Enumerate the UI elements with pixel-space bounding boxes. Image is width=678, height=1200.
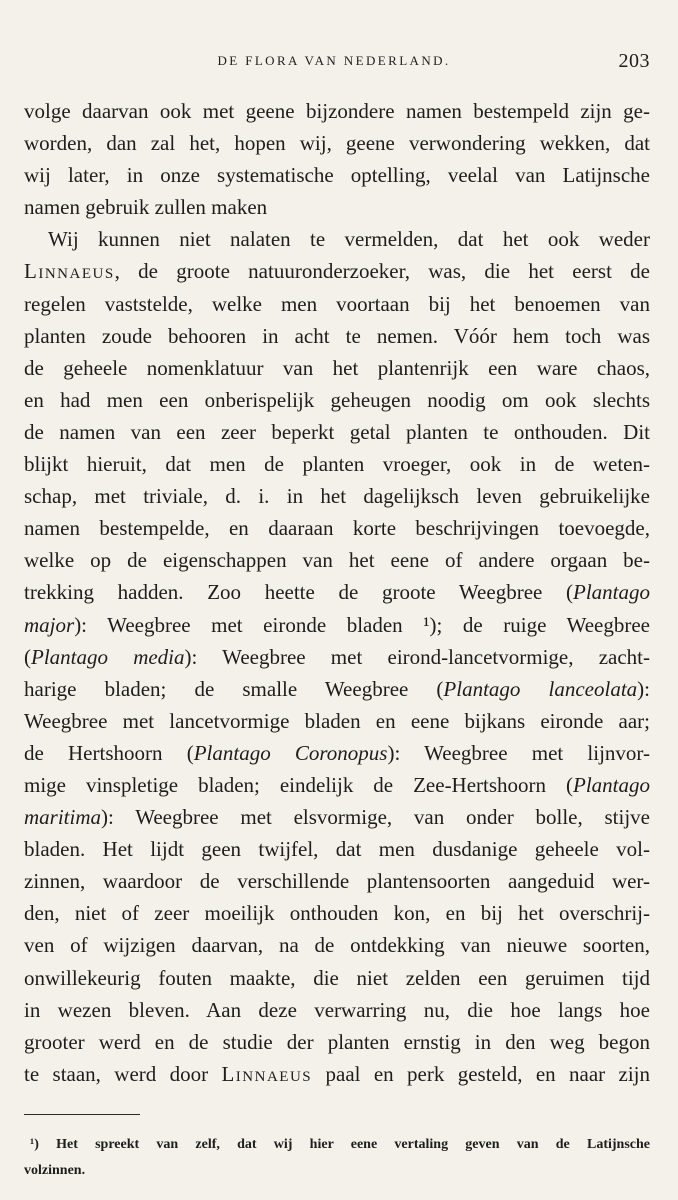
- text-run: Wij kunnen niet nalaten te vermelden, dat het ook weder: [48, 227, 650, 252]
- text-line: [24, 673, 650, 705]
- running-head: [18, 50, 650, 76]
- species-name: Plantago: [573, 772, 650, 797]
- text-line: [24, 544, 650, 576]
- text-run: paal en perk gesteld, en naar zijn: [312, 1061, 650, 1086]
- text-line: [24, 801, 650, 833]
- text-line: [24, 223, 650, 255]
- text-run: zinnen, waardoor de verschillende plantensoorten aangeduid wer-: [24, 869, 650, 894]
- text-run: volge daarvan ook met geene bijzondere namen bestempeld zijn ge-: [24, 99, 650, 123]
- text-line: [24, 288, 650, 320]
- text-run: (: [24, 644, 31, 669]
- text-line: [24, 480, 650, 512]
- text-line: [24, 255, 650, 287]
- text-run: ): Weegbree met eironde bladen ¹); de ruige Weegbree: [74, 612, 650, 637]
- author-name: Linnaeus: [221, 1061, 313, 1086]
- running-title: DE FLORA VAN NEDERLAND.: [217, 53, 451, 68]
- text-run: , de groote natuuronderzoeker, was, die het eerst de: [114, 259, 650, 284]
- text-run: ): Weegbree met eirond-lancetvormige, zacht-: [184, 644, 650, 669]
- text-run: te staan, werd door: [24, 1061, 222, 1086]
- text-line: [24, 769, 650, 801]
- species-name: Plantago lanceolata: [443, 676, 638, 701]
- text-run: ven of wijzigen daarvan, na de ontdekking van nieuwe soorten,: [24, 933, 650, 958]
- text-line: [24, 191, 650, 223]
- text-line: [24, 929, 650, 961]
- text-run: namen bestempelde, en daaraan korte beschrijvingen toevoegde,: [24, 516, 650, 541]
- author-name: Linnaeus: [24, 259, 115, 284]
- text-line: [24, 1026, 650, 1058]
- text-line: [24, 897, 650, 929]
- text-run: onwillekeurig fouten maakte, die niet zelden een geruimen tijd: [24, 965, 650, 990]
- footnote-line: ¹) Het spreekt van zelf, dat wij hier eene vertaling geven van de Latijnsche: [30, 1137, 650, 1152]
- text-run: ): Weegbree met lijnvor-: [387, 740, 650, 765]
- text-line: [24, 994, 650, 1026]
- species-name: Plantago media: [31, 644, 185, 669]
- text-line: [24, 127, 650, 159]
- text-run: ): Weegbree met elsvormige, van onder bolle, stijve: [101, 805, 650, 830]
- text-run: den, niet of zeer moeilijk onthouden kon, en bij het overschrij-: [24, 901, 650, 926]
- text-run: regelen vaststelde, welke men voortaan bij het benoemen van: [24, 291, 650, 316]
- text-line: [24, 159, 650, 191]
- footnote-line: volzinnen.: [24, 1163, 86, 1178]
- text-line: [24, 320, 650, 352]
- text-run: mige vinspletige bladen; eindelijk de Zee-Hertshoorn (: [24, 772, 573, 797]
- text-run: de Hertshoorn (: [24, 740, 194, 765]
- species-name: Plantago Coronopus: [193, 740, 388, 765]
- text-run: grooter werd en de studie der planten ernstig in den weg begon: [24, 1029, 650, 1054]
- text-run: de geheele nomenklatuur van het plantenrijk een ware chaos,: [24, 355, 650, 380]
- text-line: [24, 384, 650, 416]
- species-name: major: [24, 612, 75, 637]
- page-number: 203: [618, 50, 650, 72]
- text-run: ):: [637, 676, 650, 701]
- text-line: [24, 833, 650, 865]
- text-run: namen gebruik zullen maken: [24, 195, 268, 220]
- text-line: [24, 962, 650, 994]
- text-line: [24, 416, 650, 448]
- body-text: [24, 95, 650, 1086]
- text-run: worden, dan zal het, hopen wij, geene verwondering wekken, dat: [24, 131, 650, 156]
- footnote: [24, 1132, 650, 1184]
- text-line: [24, 705, 650, 737]
- text-line: [24, 576, 650, 608]
- text-line: [24, 609, 650, 641]
- text-line: [24, 352, 650, 384]
- text-run: bladen. Het lijdt geen twijfel, dat men dusdanige geheele vol-: [24, 837, 650, 862]
- text-run: welke op de eigenschappen van het eene of andere orgaan be-: [24, 548, 650, 573]
- text-run: planten zoude behooren in acht te nemen. Vóór hem toch was: [24, 323, 650, 348]
- text-line: [24, 512, 650, 544]
- footnote-rule: [24, 1114, 140, 1115]
- text-run: trekking hadden. Zoo heette de groote Weegbree (: [24, 580, 573, 605]
- text-line: [24, 95, 650, 127]
- text-run: en had men een onberispelijk geheugen noodig om ook slechts: [24, 387, 650, 412]
- text-line: [24, 448, 650, 480]
- text-run: in wezen bleven. Aan deze verwarring nu, die hoe langs hoe: [24, 997, 650, 1022]
- text-line: [24, 641, 650, 673]
- text-run: harige bladen; de smalle Weegbree (: [24, 676, 444, 701]
- text-run: Weegbree met lancetvormige bladen en eene bijkans eironde aar;: [24, 708, 650, 733]
- text-line: [24, 737, 650, 769]
- text-run: blijkt hieruit, dat men de planten vroeger, ook in de weten-: [24, 452, 650, 477]
- species-name: Plantago: [573, 580, 650, 605]
- text-run: schap, met triviale, d. i. in het dagelijksch leven gebruikelijke: [24, 484, 650, 509]
- text-line: [24, 1058, 650, 1090]
- text-run: de namen van een zeer beperkt getal planten te onthouden. Dit: [24, 419, 650, 444]
- text-run: wij later, in onze systematische optelling, veelal van Latijnsche: [24, 163, 650, 188]
- text-line: [24, 865, 650, 897]
- species-name: maritima: [24, 805, 102, 830]
